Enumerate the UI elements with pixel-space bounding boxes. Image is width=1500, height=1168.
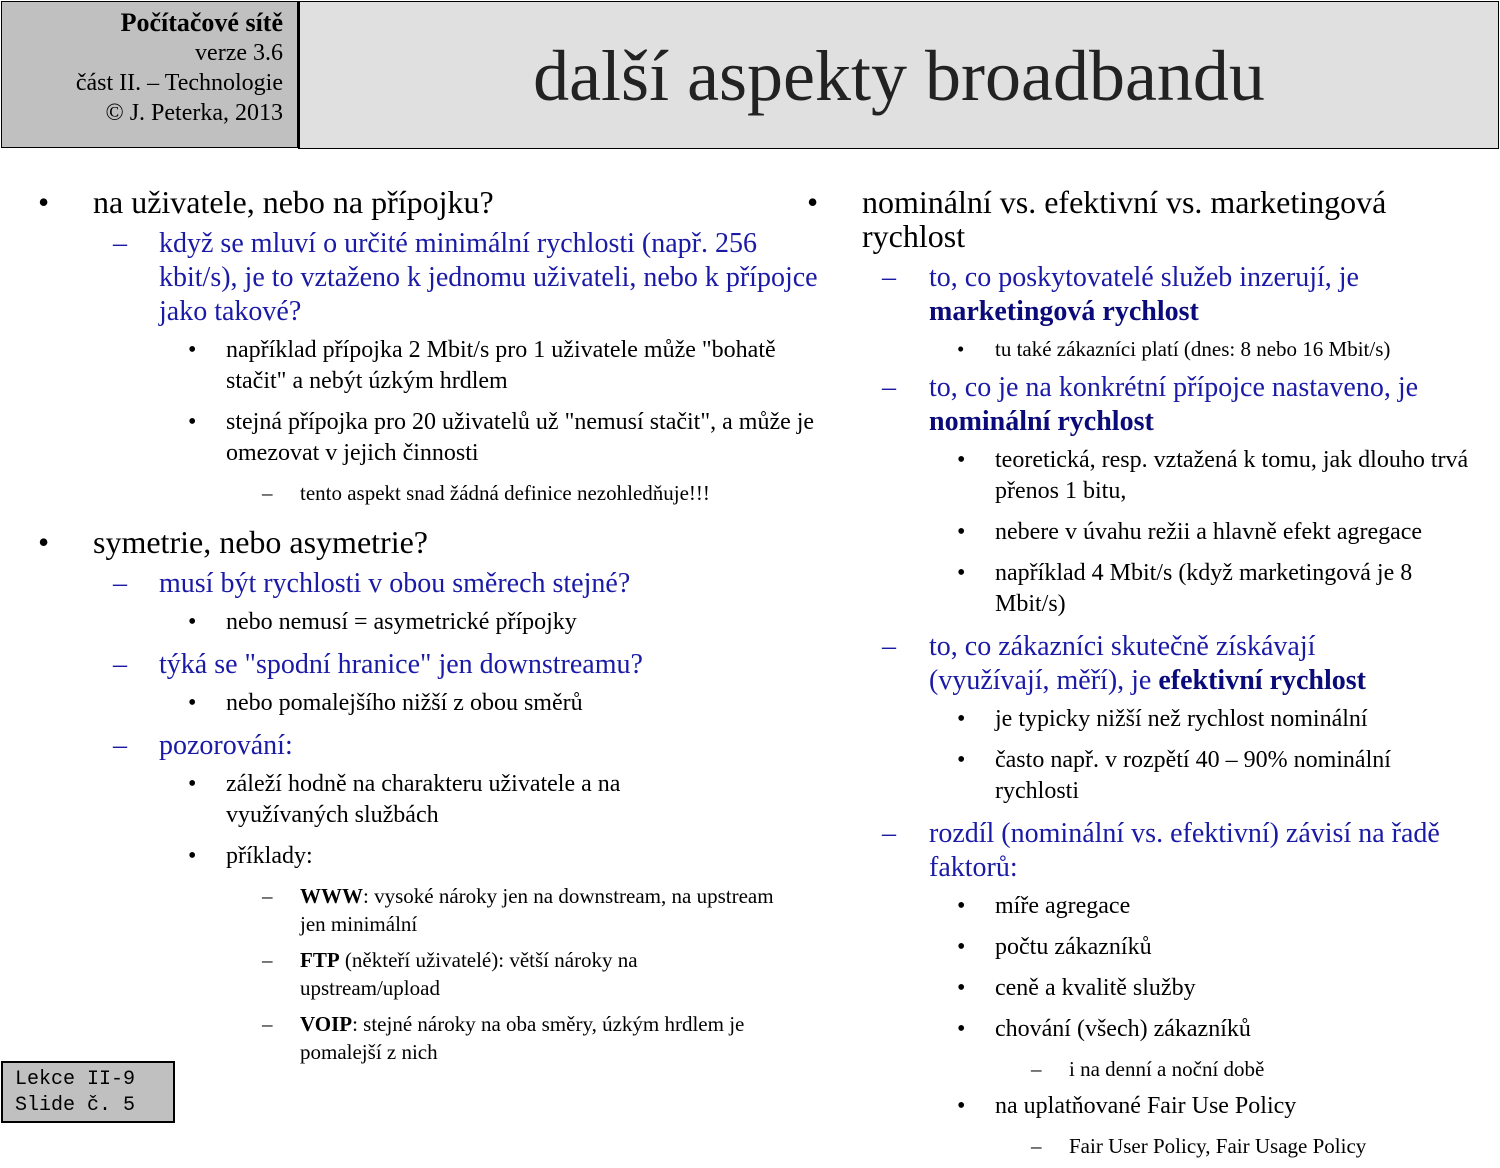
list-item (0, 882, 830, 938)
dash-marker: – (113, 228, 127, 259)
list-item (0, 407, 830, 469)
list-item (800, 517, 1500, 548)
item-text: rozdíl (nominální vs. efektivní) závisí na řadě faktorů: (929, 818, 1440, 883)
dash-marker: – (1031, 1057, 1042, 1081)
list-item (0, 688, 830, 719)
bullet-marker: • (38, 184, 50, 220)
list-item (0, 769, 830, 831)
list-item (0, 335, 830, 397)
slide-label: Slide č. 5 (15, 1094, 136, 1117)
item-text: nebere v úvahu režii a hlavně efekt agregace (995, 519, 1423, 545)
example-text: : stejné nároky na oba směry, úzkým hrdlem je pomalejší z nich (300, 1012, 745, 1064)
list-item (0, 1010, 830, 1066)
list-item (800, 891, 1500, 922)
list-item (800, 630, 1500, 698)
dash-marker: – (882, 372, 896, 403)
list-item (0, 525, 830, 559)
list-item (800, 371, 1500, 439)
item-text: tu také zákazníci platí (dnes: 8 nebo 16 Mbit/s) (995, 337, 1391, 361)
item-text: příklady: (226, 843, 313, 869)
item-text: to, co poskytovatelé služeb inzerují, je (929, 262, 1359, 293)
list-item (800, 185, 1500, 253)
highlight-text: marketingová rychlost (929, 296, 1199, 327)
course-version: verze 3.6 (195, 40, 283, 66)
example-term: WWW (300, 884, 363, 908)
dash-marker: – (113, 730, 127, 761)
item-text: stejná přípojka pro 20 uživatelů už "nemusí stačit", a může je omezovat v jejich činnosti (226, 409, 815, 466)
item-text: na uživatele, nebo na přípojku? (93, 184, 494, 220)
dash-marker: – (882, 818, 896, 849)
item-text: to, co zákazníci skutečně získávají (využívají, měří), je (929, 631, 1316, 696)
list-item (800, 817, 1500, 885)
list-item (800, 745, 1500, 807)
list-item (0, 946, 830, 1002)
lecture-label: Lekce II-9 (15, 1068, 136, 1091)
list-item (800, 1091, 1500, 1122)
list-item (0, 607, 830, 638)
bullet-marker: • (188, 609, 197, 635)
item-text: ceně a kvalitě služby (995, 975, 1196, 1001)
list-item (800, 445, 1500, 507)
item-text: nominální vs. efektivní vs. marketingová rychlost (862, 184, 1387, 254)
dash-marker: – (882, 631, 896, 662)
item-text: chování (všech) zákazníků (995, 1016, 1251, 1042)
bullet-marker: • (957, 893, 966, 919)
dash-marker: – (882, 262, 896, 293)
item-text: Fair User Policy, Fair Usage Policy (1069, 1134, 1367, 1158)
bullet-marker: • (188, 843, 197, 869)
item-text: míře agregace (995, 893, 1131, 919)
bullet-marker: • (957, 337, 965, 361)
bullet-marker: • (957, 1016, 966, 1042)
bullet-marker: • (957, 747, 966, 773)
item-text: často např. v rozpětí 40 – 90% nominální rychlosti (995, 747, 1391, 804)
highlight-text: nominální rychlost (929, 406, 1154, 437)
list-item (800, 932, 1500, 963)
item-text: i na denní a noční době (1069, 1057, 1265, 1081)
list-item (800, 1014, 1500, 1045)
bullet-marker: • (807, 184, 819, 220)
slide-number-box (1, 1061, 175, 1123)
slide-header (0, 0, 1500, 150)
list-item (800, 558, 1500, 620)
dash-marker: – (113, 568, 127, 599)
item-text: týká se "spodní hranice" jen downstreamu? (159, 649, 643, 680)
item-text: nebo nemusí = asymetrické přípojky (226, 609, 577, 635)
example-term: FTP (300, 948, 340, 972)
course-title: Počítačové sítě (120, 8, 283, 37)
dash-marker: – (262, 884, 273, 908)
bullet-marker: • (957, 1093, 966, 1119)
dash-marker: – (262, 1012, 273, 1036)
bullet-marker: • (38, 524, 50, 560)
bullet-marker: • (188, 771, 197, 797)
dash-marker: – (1031, 1134, 1042, 1158)
dash-marker: – (262, 948, 273, 972)
bullet-marker: • (957, 934, 966, 960)
list-item (0, 729, 830, 763)
item-text: záleží hodně na charakteru uživatele a na využívaných službách (226, 771, 621, 828)
item-text: je typicky nižší než rychlost nominální (995, 706, 1368, 732)
example-text: : vysoké nároky jen na downstream, na upstream jen minimální (300, 884, 774, 936)
item-text: tento aspekt snad žádná definice nezohledňuje!!! (300, 481, 710, 505)
course-copyright: © J. Peterka, 2013 (105, 100, 283, 126)
list-item (800, 1132, 1500, 1160)
course-info-box (1, 1, 298, 148)
highlight-text: efektivní rychlost (1158, 665, 1366, 696)
item-text: na uplatňované Fair Use Policy (995, 1093, 1297, 1119)
item-text: musí být rychlosti v obou směrech stejné? (159, 568, 631, 599)
course-part: část II. – Technologie (75, 70, 283, 96)
title-box (298, 1, 1499, 149)
slide-title: další aspekty broadbandu (533, 36, 1265, 116)
item-text: pozorování: (159, 730, 293, 761)
bullet-marker: • (957, 560, 966, 586)
list-item (0, 648, 830, 682)
bullet-marker: • (188, 337, 197, 363)
item-text: nebo pomalejšího nižší z obou směrů (226, 690, 583, 716)
dash-marker: – (262, 481, 273, 505)
dash-marker: – (113, 649, 127, 680)
list-item (0, 567, 830, 601)
left-column (0, 185, 830, 1074)
list-item (800, 335, 1500, 363)
example-text: (někteří uživatelé): větší nároky na upstream/upload (300, 948, 638, 1000)
list-item (0, 841, 830, 872)
item-text: teoretická, resp. vztažená k tomu, jak dlouho trvá přenos 1 bitu, (995, 447, 1469, 504)
bullet-marker: • (957, 519, 966, 545)
list-item (800, 1055, 1500, 1083)
item-text: když se mluví o určité minimální rychlosti (např. 256 kbit/s), je to vztaženo k jednomu uživateli, nebo k přípojce jako takové? (159, 228, 818, 327)
list-item (0, 185, 830, 219)
list-item (0, 227, 830, 329)
item-text: to, co je na konkrétní přípojce nastaveno, je (929, 372, 1419, 403)
example-term: VOIP (300, 1012, 353, 1036)
item-text: symetrie, nebo asymetrie? (93, 524, 428, 560)
item-text: například přípojka 2 Mbit/s pro 1 uživatele může "bohatě stačit" a nebýt úzkým hrdlem (226, 337, 776, 394)
item-text: počtu zákazníků (995, 934, 1152, 960)
list-item (800, 261, 1500, 329)
list-item (0, 479, 830, 507)
bullet-marker: • (188, 409, 197, 435)
bullet-marker: • (957, 975, 966, 1001)
bullet-marker: • (957, 706, 966, 732)
bullet-marker: • (188, 690, 197, 716)
right-column (800, 185, 1500, 1168)
item-text: například 4 Mbit/s (když marketingová je 8 Mbit/s) (995, 560, 1413, 617)
list-item (800, 973, 1500, 1004)
bullet-marker: • (957, 447, 966, 473)
list-item (800, 704, 1500, 735)
